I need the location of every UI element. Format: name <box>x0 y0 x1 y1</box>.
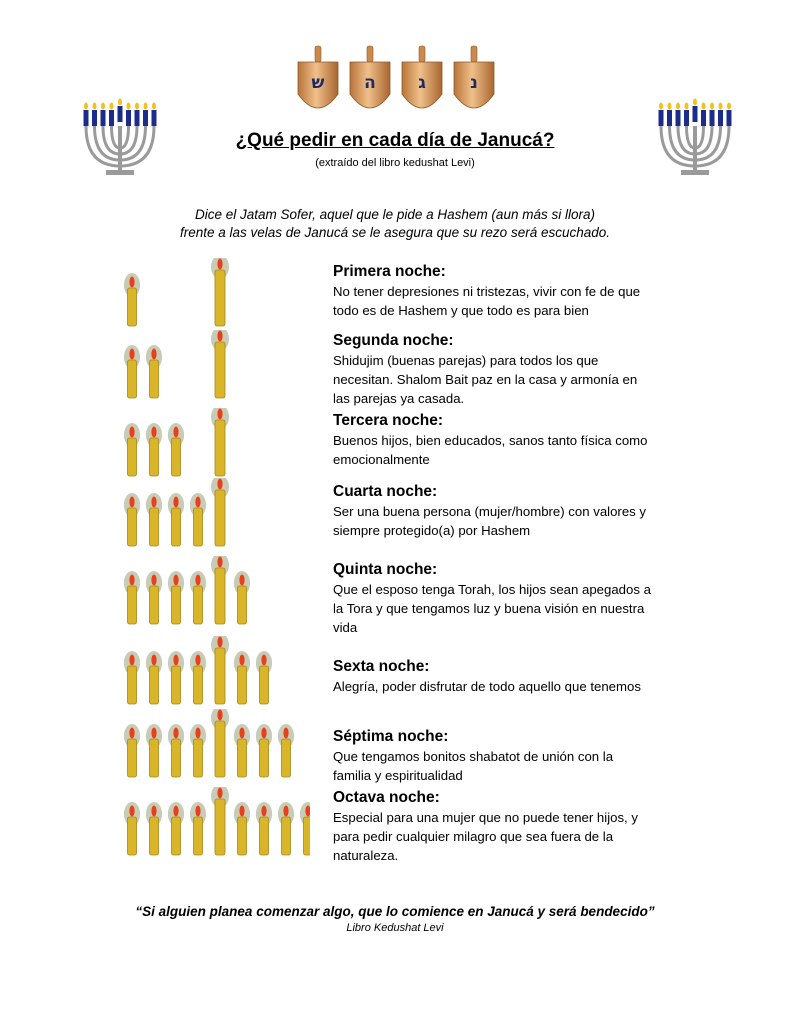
candle-icon <box>146 423 162 476</box>
page-subtitle: (extraído del libro kedushat Levi) <box>315 157 475 169</box>
night-title: Segunda noche: <box>333 332 454 349</box>
night-text-line: Buenos hijos, bien educados, sanos tanto física como <box>333 433 648 448</box>
night-text-line: vida <box>333 620 358 635</box>
night-text-line: todo es de Hashem y que todo es para bien <box>333 303 589 318</box>
candle-icon <box>211 709 229 777</box>
candle-icon <box>124 493 140 546</box>
candle-icon <box>234 724 250 777</box>
candle-icon <box>146 345 162 398</box>
night-text-line: No tener depresiones ni tristezas, vivir con fe de que <box>333 284 641 299</box>
night-text-line: Shidujim (buenas parejas) para todos los que <box>333 353 599 368</box>
candle-icon <box>211 258 229 326</box>
night-text-line: las parejas ya casada. <box>333 391 465 406</box>
night-title: Séptima noche: <box>333 728 449 745</box>
candle-icon <box>278 724 294 777</box>
candle-icon <box>124 423 140 476</box>
candle-icon <box>211 478 229 546</box>
candle-icon <box>278 802 294 855</box>
dreidel-icon <box>350 46 390 108</box>
candle-icon <box>190 802 206 855</box>
night-text-line: necesitan. Shalom Bait paz en la casa y armonía en <box>333 372 638 387</box>
candles-night-6 <box>110 636 310 708</box>
candle-icon <box>168 724 184 777</box>
night-3 <box>333 411 683 469</box>
candles-night-3 <box>110 408 310 480</box>
candle-icon <box>256 724 272 777</box>
dreidel-letter: ג <box>418 73 426 93</box>
dreidel-letter: ש <box>311 73 325 93</box>
candles-night-5 <box>110 556 310 628</box>
night-text-line: Especial para una mujer que no puede tener hijos, y <box>333 810 638 825</box>
night-text-line: Que tengamos bonitos shabatot de unión con la <box>333 749 614 764</box>
candle-icon <box>146 493 162 546</box>
candle-icon <box>168 651 184 704</box>
candle-icon <box>168 493 184 546</box>
candle-icon <box>146 724 162 777</box>
intro-line-2: frente a las velas de Janucá se le asegura que su rezo será escuchado. <box>179 225 611 240</box>
candle-icon <box>211 330 229 398</box>
quote-source: Libro Kedushat Levi <box>346 922 444 934</box>
candle-icon <box>124 571 140 624</box>
candle-icon <box>124 724 140 777</box>
night-1 <box>333 262 683 320</box>
dreidel-icon <box>298 46 338 108</box>
night-text-line: Que el esposo tenga Torah, los hijos sean apegados a <box>333 582 651 597</box>
dreidel-letter: נ <box>470 73 478 93</box>
night-title: Octava noche: <box>333 789 440 806</box>
night-2 <box>333 331 683 408</box>
candle-icon <box>168 802 184 855</box>
dreidel-icon <box>454 46 494 108</box>
candle-icon <box>211 408 229 476</box>
night-4 <box>333 482 683 540</box>
night-text-line: siempre protegido(a) por Hashem <box>333 523 531 538</box>
candle-icon <box>190 651 206 704</box>
candle-icon <box>211 787 229 855</box>
night-5 <box>333 560 683 637</box>
night-title: Primera noche: <box>333 263 446 280</box>
candle-icon <box>124 651 140 704</box>
night-text-line: emocionalmente <box>333 452 430 467</box>
candle-icon <box>124 273 140 326</box>
dreidels-illustration <box>290 44 500 124</box>
candle-icon <box>146 651 162 704</box>
dreidel-icon <box>402 46 442 108</box>
candle-icon <box>211 636 229 704</box>
candle-icon <box>146 802 162 855</box>
night-text-line: la Tora y que tengamos luz y buena visión en nuestra <box>333 601 645 616</box>
candle-icon <box>234 651 250 704</box>
candle-icon <box>190 571 206 624</box>
night-text-line: familia y espiritualidad <box>333 768 463 783</box>
night-6 <box>333 657 683 696</box>
dreidel-letter: ה <box>364 73 376 93</box>
night-title: Sexta noche: <box>333 658 430 675</box>
night-title: Cuarta noche: <box>333 483 438 500</box>
candle-icon <box>146 571 162 624</box>
night-title: Quinta noche: <box>333 561 438 578</box>
candles-night-2 <box>110 330 310 402</box>
candle-icon <box>256 802 272 855</box>
page-title: ¿Qué pedir en cada día de Janucá? <box>235 130 555 151</box>
night-text-line: para pedir cualquier milagro que sea fuera de la <box>333 829 614 844</box>
candle-icon <box>124 802 140 855</box>
candle-icon <box>300 802 310 855</box>
night-text-line: naturaleza. <box>333 848 399 863</box>
candle-icon <box>234 571 250 624</box>
candles-night-7 <box>110 709 310 781</box>
candles-night-8 <box>110 787 310 859</box>
candle-icon <box>190 493 206 546</box>
night-8 <box>333 788 683 865</box>
closing-quote: “Si alguien planea comenzar algo, que lo comience en Janucá y será bendecido” <box>135 904 655 919</box>
night-text-line: Alegría, poder disfrutar de todo aquello que tenemos <box>333 679 641 694</box>
night-7 <box>333 727 683 785</box>
candles-night-1 <box>110 258 310 330</box>
candle-icon <box>256 651 272 704</box>
intro-text <box>0 206 790 242</box>
candle-icon <box>234 802 250 855</box>
candle-icon <box>211 556 229 624</box>
candle-icon <box>168 423 184 476</box>
night-text-line: Ser una buena persona (mujer/hombre) con valores y <box>333 504 647 519</box>
candle-icon <box>190 724 206 777</box>
candle-icon <box>124 345 140 398</box>
candle-icon <box>168 571 184 624</box>
intro-line-1: Dice el Jatam Sofer, aquel que le pide a Hashem (aun más si llora) <box>195 207 595 222</box>
night-title: Tercera noche: <box>333 412 443 429</box>
candles-night-4 <box>110 478 310 550</box>
